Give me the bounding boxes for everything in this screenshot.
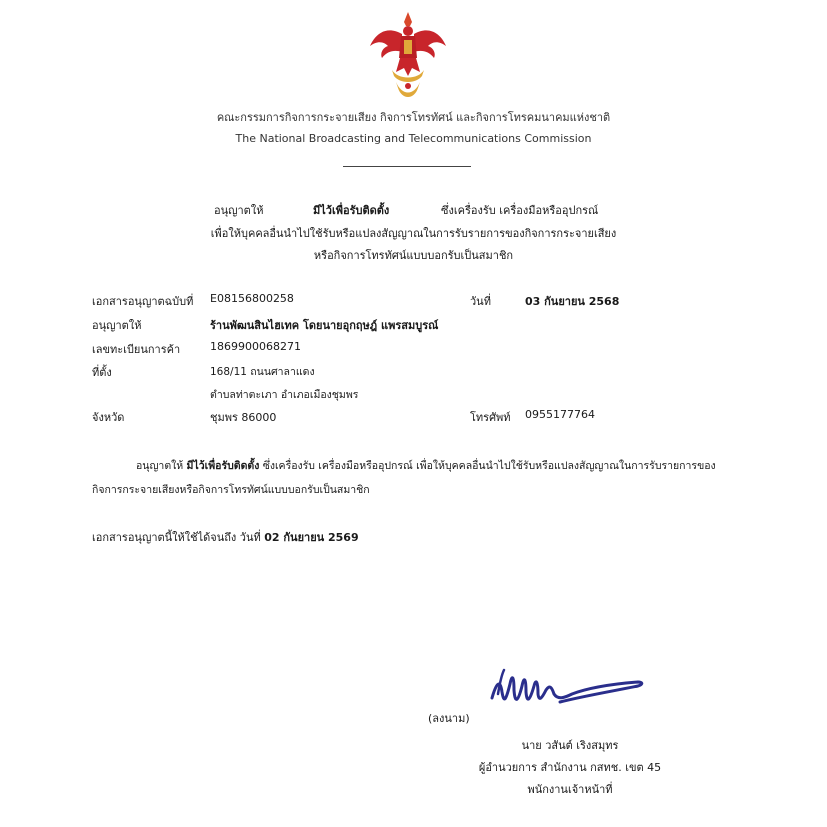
validity-date: 02 กันยายน 2569 [264,531,359,544]
address-line-1: 168/11 ถนนศาลาแดง [210,366,315,378]
grant-line-2: เพื่อให้บุคคลอื่นนำไปใช้รับหรือแปลงสัญญาณในการรับรายการของกิจการกระจายเสียง [210,227,617,240]
address-line-2: ตำบลท่าตะเภา อำเภอเมืองชุมพร [210,389,359,401]
validity-statement [92,528,359,546]
body-line-2: กิจการกระจายเสียงหรือกิจการโทรทัศน์แบบบอกรับเป็นสมาชิก [92,484,370,496]
body-rest: ซึ่งเครื่องรับ เครื่องมือหรืออุปกรณ์ เพื่อให้บุคคลอื่นนำไปใช้รับหรือแปลงสัญญาณในการรับรายการของ [262,460,716,472]
handwritten-signature [488,664,650,714]
org-name-english: The National Broadcasting and Telecommunications Commission [235,132,592,145]
reg-label: เลขทะเบียนการค้า [92,343,181,356]
doc-no-label: เอกสารอนุญาตฉบับที่ [92,295,194,308]
reg-no: 1869900068271 [210,340,301,353]
doc-no: E08156800258 [210,292,294,305]
grant-line-3: หรือกิจการโทรทัศน์แบบบอกรับเป็นสมาชิก [313,249,514,262]
date-label: วันที่ [470,295,491,308]
grant-suffix: ซึ่งเครื่องรับ เครื่องมือหรืออุปกรณ์ [441,204,599,217]
grant-prefix: อนุญาตให้ [214,204,264,217]
sign-label: (ลงนาม) [428,712,470,725]
address-label: ที่ตั้ง [92,366,112,379]
province: ชุมพร 86000 [210,411,277,424]
signer-role: พนักงานเจ้าหน้าที่ [527,783,613,796]
validity-text: เอกสารอนุญาตนี้ให้ใช้ได้จนถึง วันที่ [92,531,261,544]
province-label: จังหวัด [92,411,125,424]
grant-purpose: มีไว้เพื่อรับติดตั้ง [313,204,390,217]
phone-label: โทรศัพท์ [470,411,511,424]
issue-date: 03 กันยายน 2568 [525,295,620,308]
signer-position: ผู้อำนวยการ สำนักงาน กสทช. เขต 45 [478,761,662,774]
phone-number: 0955177764 [525,408,595,421]
grantee-label: อนุญาตให้ [92,319,142,332]
body-prefix: อนุญาตให้ [136,460,184,472]
body-purpose: มีไว้เพื่อรับติดตั้ง [186,460,260,472]
body-paragraph [136,454,736,478]
garuda-emblem-icon [368,10,448,102]
grantee-name: ร้านพัฒนสินไฮเทค โดยนายอุกฤษฎ์ แพรสมบูรณ์ [210,319,439,332]
org-name-thai: คณะกรรมการกิจการกระจายเสียง กิจการโทรทัศน์ และกิจการโทรคมนาคมแห่งชาติ [216,111,611,124]
header-divider [343,166,471,167]
signer-name: นาย วสันต์ เริงสมุทร [521,739,619,752]
